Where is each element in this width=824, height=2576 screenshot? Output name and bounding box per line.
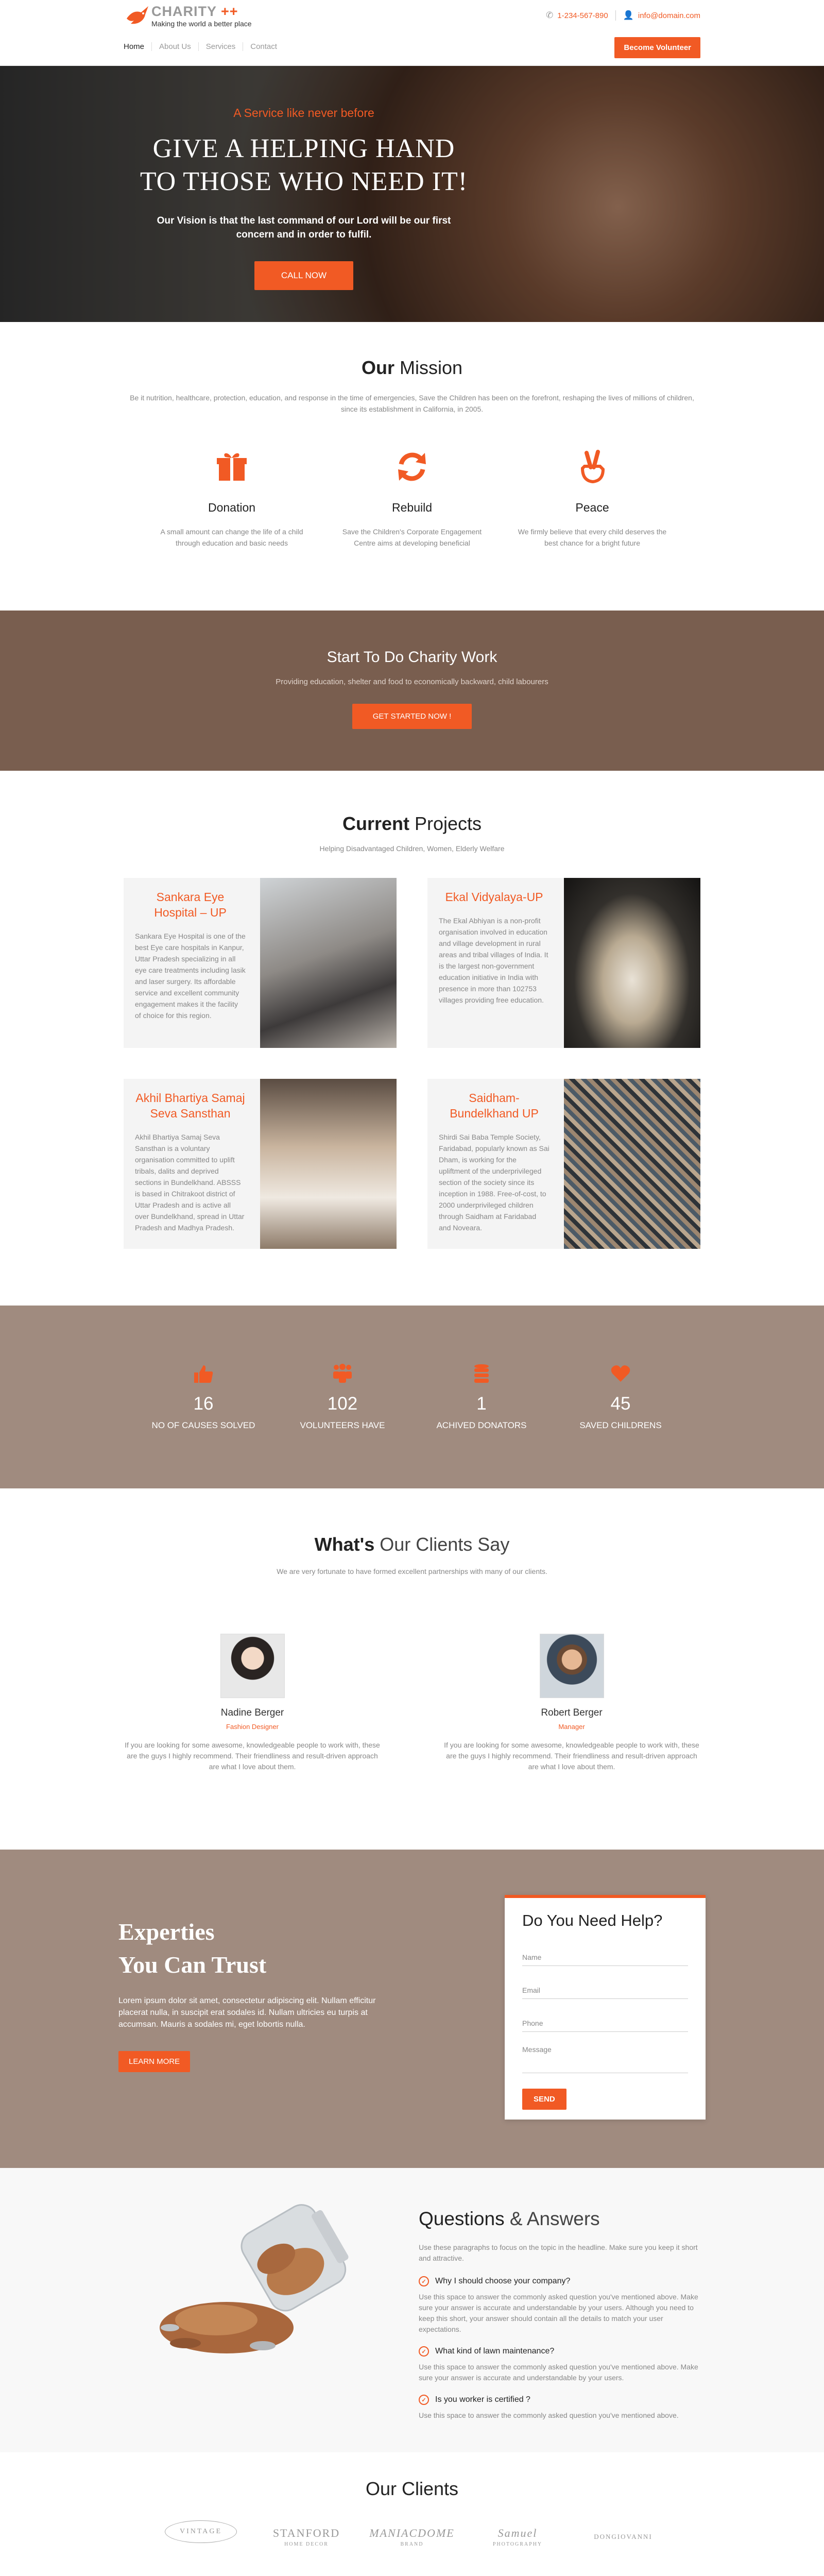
gift-icon — [214, 449, 250, 485]
projects-title-a: Current — [342, 813, 409, 834]
testimonial-role: Fashion Designer — [226, 1723, 279, 1731]
client-logo — [369, 2520, 455, 2553]
stat-label: ACHIVED DONATORS — [436, 1420, 527, 1430]
brand-plus: ++ — [221, 3, 238, 19]
name-field[interactable]: Name — [522, 1941, 688, 1966]
project-title[interactable]: Saidham-Bundelkhand UP — [450, 1091, 539, 1120]
mission-title-b: Mission — [400, 357, 463, 378]
header-contacts — [546, 10, 700, 21]
faq-answer: Use this space to answer the commonly asked question you've mentioned above. Make sure your answer is accurate and understandable by your users. — [419, 2363, 698, 2382]
email-field[interactable]: Email — [522, 1974, 688, 1999]
mission-section — [0, 322, 824, 611]
stat-volunteers — [278, 1363, 407, 1431]
testimonial-card — [124, 1634, 381, 1772]
client-logo-sub: HOME DECOR — [284, 2541, 329, 2547]
client-logo-text: DONGIOVANNI — [594, 2533, 653, 2540]
get-started-button[interactable]: GET STARTED NOW ! — [352, 704, 472, 729]
group-icon — [332, 1363, 353, 1384]
client-logo-text: VINTAGE — [179, 2528, 222, 2535]
our-clients-section — [0, 2452, 824, 2576]
stat-label: SAVED CHILDRENS — [579, 1420, 662, 1430]
call-now-button[interactable]: CALL NOW — [254, 261, 353, 290]
projects-subtitle: Helping Disadvantaged Children, Women, Elderly Welfare — [319, 844, 505, 853]
faq-question[interactable] — [419, 2395, 707, 2405]
client-logo-sub: PHOTOGRAPHY — [492, 2541, 543, 2547]
stats-section — [0, 1306, 824, 1488]
hero-kicker: A Service like never before — [233, 106, 374, 120]
experties-text: Lorem ipsum dolor sit amet, consectetur adipiscing elit. Nullam efficitur placerat nulla, in suscipit erat sodales id. Nullam ultricies eu turpis at accumsan. Mauris a sodales mi, eget lobortis nulla. — [118, 1996, 376, 2029]
avatar — [220, 1634, 285, 1698]
project-title[interactable]: Ekal Vidyalaya-UP — [445, 890, 543, 904]
phone-icon: ✆ — [546, 10, 554, 20]
client-logo-text: STANFORD — [272, 2527, 340, 2539]
testimonial-card — [443, 1634, 700, 1772]
project-text: Shirdi Sai Baba Temple Society, Faridabad, popularly known as Sai Dham, is working for the upliftment of the underprivileged section of the society since its inception in 1988. Free-of-cost, to 2000 underprivileged children through Saidham at Faridabad and Noveara. — [439, 1133, 550, 1232]
experties-title-line1: Experties — [118, 1919, 215, 1945]
projects-section — [0, 771, 824, 1306]
client-logo-sub: BRAND — [400, 2541, 424, 2547]
faq-question-text: What kind of lawn maintenance? — [435, 2347, 555, 2355]
testimonial-text: If you are looking for some awesome, knowledgeable people to work with, these are the guys I highly recommend. Their friendliness and result-driven approach are what I love about them. — [125, 1741, 380, 1771]
experties-section — [0, 1850, 824, 2168]
refresh-icon — [394, 449, 430, 485]
message-field[interactable]: Message — [522, 2040, 688, 2073]
feature-title: Rebuild — [392, 501, 432, 514]
stat-causes — [139, 1363, 268, 1431]
heart-icon — [610, 1363, 631, 1384]
faq-intro: Use these paragraphs to focus on the topic in the headline. Make sure you keep it short and attractive. — [419, 2243, 698, 2262]
project-image — [564, 1079, 700, 1249]
peace-hand-icon — [574, 449, 610, 485]
faq-question[interactable] — [419, 2346, 707, 2357]
brand-name: CHARITY — [151, 3, 217, 19]
feature-donation — [154, 449, 309, 549]
phone-field[interactable]: Phone — [522, 2007, 688, 2032]
projects-title-b: Projects — [414, 813, 482, 834]
project-image — [260, 878, 397, 1048]
avatar — [540, 1634, 604, 1698]
learn-more-button[interactable]: LEARN MORE — [118, 2051, 190, 2072]
stat-label: VOLUNTEERS HAVE — [300, 1420, 385, 1430]
stat-number: 102 — [327, 1394, 358, 1414]
stat-number: 16 — [193, 1394, 214, 1414]
faq-question-text: Is you worker is certified ? — [435, 2395, 530, 2404]
phone-link[interactable]: 1-234-567-890 — [557, 11, 608, 20]
faq-title-b: & Answers — [509, 2208, 600, 2229]
client-logo — [165, 2520, 237, 2543]
feature-text: Save the Children's Corporate Engagement Centre aims at developing beneficial — [342, 528, 482, 547]
project-image — [564, 878, 700, 1048]
bird-logo-icon — [124, 3, 151, 28]
testimonials-title-a: What's — [314, 1534, 375, 1555]
project-title[interactable]: Akhil Bhartiya Samaj Seva Sansthan — [135, 1091, 245, 1120]
nav-services[interactable]: Services — [198, 42, 243, 51]
feature-text: We firmly believe that every child deserves the best chance for a bright future — [518, 528, 667, 547]
nav-contact[interactable]: Contact — [243, 42, 284, 51]
client-logo-text: Samuel — [497, 2527, 538, 2539]
project-title[interactable]: Sankara Eye Hospital – UP — [154, 890, 227, 919]
our-clients-title: Our Clients — [365, 2478, 459, 2499]
client-logo-text: MANIACDOME — [369, 2527, 455, 2539]
stat-label: NO OF CAUSES SOLVED — [151, 1420, 255, 1430]
faq-title-a: Questions — [419, 2208, 505, 2229]
hero-title — [124, 132, 484, 198]
faq-title — [419, 2208, 707, 2230]
send-button[interactable]: SEND — [522, 2089, 566, 2110]
hero-title-line2: TO THOSE WHO NEED IT! — [140, 167, 468, 196]
testimonials-title — [0, 1534, 824, 1555]
cta-section — [0, 611, 824, 771]
hero-title-line1: GIVE A HELPING HAND — [152, 134, 455, 163]
cta-title: Start To Do Charity Work — [327, 649, 497, 666]
project-card[interactable] — [124, 878, 397, 1048]
mission-text: Be it nutrition, healthcare, protection, education, and response in the time of emergencies, Save the Children has been on the forefront, reshaping the lives of millions of children, since its establishment in California, in 2005. — [130, 394, 694, 413]
faq-question-text: Why I should choose your company? — [435, 2277, 571, 2285]
project-card[interactable] — [427, 878, 700, 1048]
check-circle-icon: ✓ — [419, 2346, 429, 2357]
mission-title — [0, 357, 824, 379]
user-icon: 👤 — [623, 10, 634, 20]
client-logo — [270, 2520, 342, 2553]
feature-rebuild — [335, 449, 489, 549]
project-text: Sankara Eye Hospital is one of the best Eye care hospitals in Kanpur, Uttar Pradesh specializing in all eye care treatments including lasik and laser surgery. Its affordable service and excellent community engagement makes it the facility of choice for this region. — [135, 932, 246, 1020]
faq-answer: Use this space to answer the commonly asked question you've mentioned above. Make sure your answer is accurate and understandable by your users. Although you need to keep this short, your answer should contain all the details to match your user expectations. — [419, 2293, 698, 2333]
testimonials-subtitle: We are very fortunate to have formed excellent partnerships with many of our clients. — [277, 1567, 547, 1575]
mission-title-a: Our — [361, 357, 394, 378]
experties-title-line2: You Can Trust — [118, 1952, 267, 1978]
coins-stack-icon — [471, 1363, 492, 1384]
thumbs-up-icon — [193, 1363, 214, 1384]
project-text: Akhil Bhartiya Samaj Seva Sansthan is a voluntary organisation committed to uplift tribals, dalits and deprived sections in Bundelkhand. ABSSS is based in Chitrakoot district of Uttar Pradesh and is active all over Bundelkhand, spread in Uttar Pradesh and Madhya Pradesh. — [135, 1133, 245, 1232]
coin-jar-image — [149, 2199, 376, 2374]
testimonials-section — [0, 1488, 824, 1850]
main-nav — [124, 42, 284, 51]
stat-children — [556, 1363, 685, 1431]
site-header — [0, 0, 824, 66]
hero-lead: Our Vision is that the last command of our Lord will be our first concern and in order to fulfil. — [157, 215, 451, 240]
nav-about[interactable]: About Us — [151, 42, 198, 51]
feature-peace — [515, 449, 670, 549]
check-circle-icon: ✓ — [419, 2276, 429, 2286]
hero-banner — [0, 66, 824, 322]
faq-question[interactable] — [419, 2276, 707, 2286]
project-image — [260, 1079, 397, 1249]
feature-title: Peace — [575, 501, 609, 514]
stat-number: 1 — [476, 1394, 487, 1414]
site-logo[interactable] — [124, 3, 252, 28]
divider — [615, 10, 616, 21]
client-logo — [587, 2520, 659, 2553]
check-circle-icon: ✓ — [419, 2395, 429, 2405]
help-form-title: Do You Need Help? — [522, 1911, 663, 1929]
stat-number: 45 — [610, 1394, 631, 1414]
nav-home[interactable]: Home — [124, 42, 145, 51]
testimonials-title-b: Our Clients Say — [380, 1534, 510, 1555]
project-card[interactable] — [124, 1079, 397, 1249]
cta-text: Providing education, shelter and food to economically backward, child labourers — [276, 677, 548, 686]
feature-text: A small amount can change the life of a child through education and basic needs — [160, 528, 303, 547]
feature-title: Donation — [208, 501, 256, 514]
client-logo — [482, 2520, 554, 2553]
become-volunteer-button[interactable]: Become Volunteer — [614, 37, 700, 58]
testimonial-text: If you are looking for some awesome, knowledgeable people to work with, these are the guys I highly recommend. Their friendliness and result-driven approach are what I love about them. — [444, 1741, 699, 1771]
project-text: The Ekal Abhiyan is a non-profit organisation involved in education and village development in rural areas and tribal villages of India. It is the largest non-government education initiative in India with presence in more than 102753 villages providing free education. — [439, 917, 548, 1004]
testimonial-name: Robert Berger — [541, 1707, 603, 1718]
testimonial-role: Manager — [558, 1723, 585, 1731]
brand-tagline: Making the world a better place — [151, 19, 252, 28]
email-link[interactable]: info@domain.com — [638, 11, 700, 20]
help-form — [505, 1895, 706, 2120]
testimonial-name: Nadine Berger — [220, 1707, 284, 1718]
stat-donators — [417, 1363, 546, 1431]
projects-title — [0, 813, 824, 835]
faq-answer: Use this space to answer the commonly asked question you've mentioned above. — [419, 2411, 679, 2419]
project-card[interactable] — [427, 1079, 700, 1249]
experties-title — [118, 1916, 397, 1981]
faq-section — [0, 2168, 824, 2452]
